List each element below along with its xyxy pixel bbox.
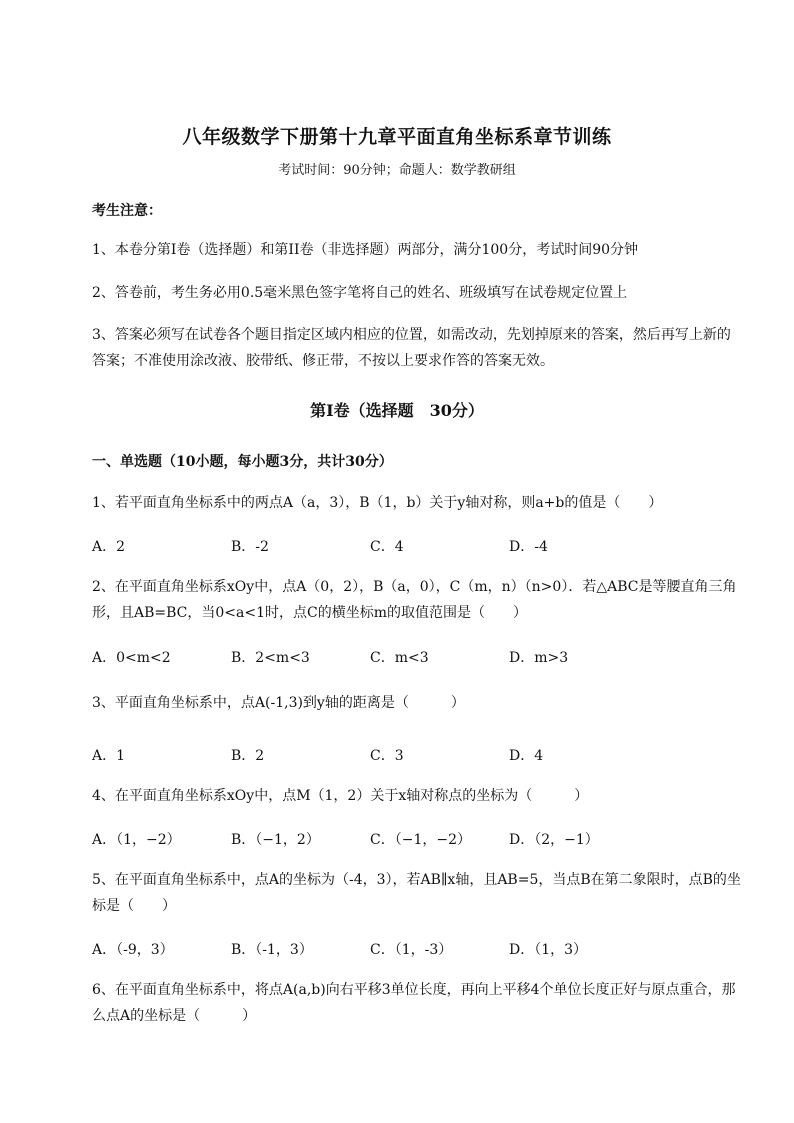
- option-b[interactable]: B．-2: [231, 539, 269, 555]
- option-row: [92, 536, 744, 558]
- option-b[interactable]: B．2<m<3: [231, 650, 310, 666]
- option-a[interactable]: A．2: [92, 539, 126, 555]
- question-stem: 2、在平面直角坐标系xOy中，点A（0，2），B（a，0），C（m，n）（n>0）．若△ABC是等腰直角三角形，且AB=BC，当0<a<1时，点C的横坐标m的取值范围是（ ）: [92, 579, 737, 621]
- option-a[interactable]: A．（1，−2）: [92, 832, 181, 848]
- option-d[interactable]: D．4: [509, 748, 544, 764]
- option-a[interactable]: A．0<m<2: [92, 650, 171, 666]
- question-stem: 6、在平面直角坐标系中，将点A(a,b)向右平移3单位长度，再向上平移4个单位长度正好与原点重合，那么点A的坐标是（ ）: [92, 982, 736, 1024]
- question-stem: 1、若平面直角坐标系中的两点A（a，3），B（1，b）关于y轴对称，则a+b的值是（ ）: [92, 495, 663, 511]
- option-d[interactable]: D．-4: [509, 539, 548, 555]
- note-item: 1、本卷分第I卷（选择题）和第II卷（非选择题）两部分，满分100分，考试时间90分钟: [92, 242, 639, 258]
- option-d[interactable]: D．（2，−1）: [509, 832, 599, 848]
- question-stem: 3、平面直角坐标系中，点A(-1,3)到y轴的距离是（ ）: [92, 695, 465, 711]
- question-stem: 4、在平面直角坐标系xOy中，点M（1，2）关于x轴对称点的坐标为（ ）: [92, 788, 589, 804]
- option-a[interactable]: A．（-9，3）: [92, 942, 174, 958]
- option-b[interactable]: B．（-1，3）: [231, 942, 313, 958]
- option-d[interactable]: D．（1，3）: [509, 942, 588, 958]
- option-c[interactable]: C．3: [370, 748, 404, 764]
- notes-heading: 考生注意：: [92, 203, 162, 219]
- option-b[interactable]: B．（−1，2）: [231, 832, 320, 848]
- option-c[interactable]: C．m<3: [370, 650, 429, 666]
- option-c[interactable]: C．（−1，−2）: [370, 832, 471, 848]
- option-row: [92, 829, 744, 851]
- page-title: 八年级数学下册第十九章平面直角坐标系章节训练: [182, 126, 612, 148]
- note-item: 2、答卷前，考生务必用0.5毫米黑色签字笔将自己的姓名、班级填写在试卷规定位置上: [92, 285, 628, 301]
- option-a[interactable]: A．1: [92, 748, 126, 764]
- part-heading: 一、单选题（10小题，每小题3分，共计30分）: [92, 454, 393, 470]
- option-row: [92, 745, 744, 767]
- option-c[interactable]: C．4: [370, 539, 404, 555]
- question-stem: 5、在平面直角坐标系中，点A的坐标为（-4，3），若AB∥x轴，且AB=5，当点B在第二象限时，点B的坐标是（ ）: [92, 872, 741, 914]
- option-d[interactable]: D．m>3: [509, 650, 569, 666]
- option-row: [92, 939, 744, 961]
- note-item: 3、答案必须写在试卷各个题目指定区域内相应的位置，如需改动，先划掉原来的答案，然后再写上新的答案；不准使用涂改液、胶带纸、修正带，不按以上要求作答的答案无效。: [92, 327, 731, 369]
- option-row: [92, 647, 744, 669]
- option-c[interactable]: C．（1，-3）: [370, 942, 453, 958]
- option-b[interactable]: B．2: [231, 748, 265, 764]
- exam-info: 考试时间：90分钟；命题人：数学教研组: [278, 163, 516, 178]
- section-title: 第I卷（选择题 30分）: [310, 401, 484, 420]
